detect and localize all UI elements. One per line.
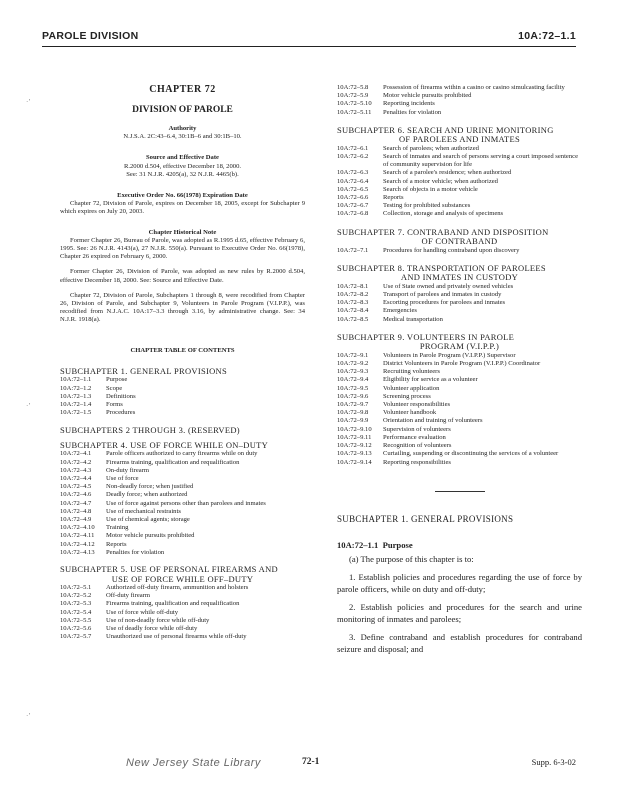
toc-entry bbox=[337, 178, 582, 186]
toc-list-sub7 bbox=[337, 247, 582, 255]
toc-entry-title: Volunteer handbook bbox=[383, 409, 437, 417]
toc-entry-number: 10A:72–9.9 bbox=[337, 417, 369, 425]
toc-entry bbox=[60, 541, 305, 549]
toc-entry bbox=[60, 532, 305, 540]
toc-entry-number: 10A:72–1.5 bbox=[60, 409, 92, 417]
toc-entry bbox=[337, 385, 582, 393]
toc-entry-title: Use of force while off-duty bbox=[106, 608, 179, 616]
toc-entry-title: Motor vehicle pursuits prohibited bbox=[383, 92, 472, 100]
section-divider bbox=[435, 491, 485, 492]
right-column bbox=[337, 84, 582, 655]
toc-entry-title: Curtailing, suspending or discontinuing the services of a volunteer bbox=[383, 450, 559, 458]
toc-entry bbox=[60, 508, 305, 516]
toc-entry-number: 10A:72–9.3 bbox=[337, 368, 369, 376]
toc-entry bbox=[337, 442, 582, 450]
toc-entry-number: 10A:72–6.3 bbox=[337, 169, 369, 177]
toc-entry-title: Volunteers in Parole Program (V.I.P.P.) Supervisor bbox=[383, 351, 516, 359]
paragraph-a: (a) The purpose of this chapter is to: bbox=[349, 553, 474, 564]
toc-entry-number: 10A:72–1.1 bbox=[60, 376, 92, 384]
toc-entry bbox=[60, 524, 305, 532]
library-stamp: New Jersey State Library bbox=[126, 757, 261, 769]
toc-entry bbox=[60, 633, 305, 641]
toc-entry bbox=[337, 459, 582, 467]
toc-entry-number: 10A:72–9.6 bbox=[337, 392, 369, 400]
toc-entry bbox=[337, 109, 582, 117]
toc-entry-number: 10A:72–9.10 bbox=[337, 425, 372, 433]
toc-entry-title: Authorized off-duty firearm, ammunition and holsters bbox=[106, 584, 249, 592]
toc-entry bbox=[337, 409, 582, 417]
toc-entry-title: Reports bbox=[106, 540, 127, 548]
toc-entry-number: 10A:72–9.7 bbox=[337, 401, 369, 409]
toc-entry-number: 10A:72–1.2 bbox=[60, 384, 92, 392]
toc-subchapter-4: SUBCHAPTER 4. USE OF FORCE WHILE ON–DUTY bbox=[60, 439, 269, 450]
toc-entry-title: Search of objects in a motor vehicle bbox=[383, 185, 478, 193]
toc-entry bbox=[60, 609, 305, 617]
toc-entry bbox=[337, 393, 582, 401]
toc-entry-title: Use of deadly force while off-duty bbox=[106, 625, 198, 633]
toc-entry bbox=[337, 434, 582, 442]
toc-list-sub5-cont bbox=[337, 84, 582, 117]
toc-entry-number: 10A:72–9.12 bbox=[337, 442, 372, 450]
toc-entry-title: On-duty firearm bbox=[106, 466, 150, 474]
toc-entry-title: Forms bbox=[106, 400, 123, 408]
toc-entry-title: Purpose bbox=[106, 376, 128, 384]
toc-entry-number: 10A:72–6.2 bbox=[337, 153, 369, 161]
toc-entry-title: Reports bbox=[383, 194, 404, 202]
toc-list-sub9 bbox=[337, 352, 582, 467]
toc-entry-title: Volunteer application bbox=[383, 384, 440, 392]
toc-entry bbox=[337, 84, 582, 92]
toc-entry bbox=[337, 153, 582, 169]
exec-order-label: Executive Order No. 66(1978) Expiration Date bbox=[117, 192, 248, 200]
toc-entry bbox=[60, 409, 305, 417]
toc-entry bbox=[60, 475, 305, 483]
toc-entry-number: 10A:72–6.5 bbox=[337, 185, 369, 193]
history-paragraph-1: Former Chapter 26, Bureau of Parole, was adopted as R.1995 d.65, effective February 6, 1995. See: 26 N.J.R. 4143(a), 27 N.J.R. 550(a). Pursuant to Executive Order No. 66(1978), Chapter 26 expired on February 6, 2000. bbox=[60, 236, 305, 261]
toc-entry-title: Use of non-deadly force while off-duty bbox=[106, 616, 210, 624]
toc-entry bbox=[60, 600, 305, 608]
toc-entry bbox=[60, 459, 305, 467]
toc-entry bbox=[60, 500, 305, 508]
toc-entry-title: Screening process bbox=[383, 392, 431, 400]
toc-entry-title: Reporting responsibilities bbox=[383, 458, 451, 466]
page-number: 72-1 bbox=[302, 757, 320, 767]
header-rule bbox=[42, 46, 576, 47]
toc-entry bbox=[337, 194, 582, 202]
toc-subchapter-5-cont: USE OF FORCE WHILE OFF–DUTY bbox=[111, 573, 254, 584]
toc-entry bbox=[337, 307, 582, 315]
history-label: Chapter Historical Note bbox=[148, 228, 217, 236]
toc-entry-title: Unauthorized use of personal firearms while off-duty bbox=[106, 633, 247, 641]
toc-entry bbox=[337, 145, 582, 153]
toc-entry-number: 10A:72–4.2 bbox=[60, 458, 92, 466]
chapter-number: CHAPTER 72 bbox=[149, 84, 216, 95]
supplement-date: Supp. 6-3-02 bbox=[531, 757, 576, 767]
toc-entry bbox=[337, 316, 582, 324]
toc-entry-number: 10A:72–5.2 bbox=[60, 592, 92, 600]
history-paragraph-3: Chapter 72, Division of Parole, Subchapters 1 through 8, were recodified from Chapter 26, Division of Parole, and Subchapter 9, Volunteers in Parole Program (V.I.P.P.), was recodified from N.J.A.C. 10A:17–3.3 through 3.16, by administrative change. See: 34 N.J.R. 1918(a). bbox=[60, 291, 305, 324]
toc-entry-title: Search of a parolee's residence; when authorized bbox=[383, 169, 512, 177]
toc-entry-number: 10A:72–5.7 bbox=[60, 633, 92, 641]
toc-entry-number: 10A:72–1.3 bbox=[60, 392, 92, 400]
toc-entry bbox=[337, 417, 582, 425]
toc-label: CHAPTER TABLE OF CONTENTS bbox=[130, 346, 235, 354]
toc-entry-number: 10A:72–4.1 bbox=[60, 450, 92, 458]
toc-entry-number: 10A:72–8.5 bbox=[337, 315, 369, 323]
toc-entry-number: 10A:72–6.4 bbox=[337, 177, 369, 185]
toc-entry bbox=[337, 100, 582, 108]
toc-entry bbox=[337, 202, 582, 210]
toc-entry-number: 10A:72–6.6 bbox=[337, 194, 369, 202]
toc-entry-number: 10A:72–9.2 bbox=[337, 360, 369, 368]
toc-entry-number: 10A:72–4.9 bbox=[60, 516, 92, 523]
toc-subchapter-6: SUBCHAPTER 6. SEARCH AND URINE MONITORING bbox=[337, 124, 554, 135]
authority-text: N.J.S.A. 2C:43–6.4, 30:1B–6 and 30:1B–10. bbox=[123, 133, 242, 141]
toc-entry-number: 10A:72–6.7 bbox=[337, 202, 369, 210]
toc-entry-number: 10A:72–4.12 bbox=[60, 540, 95, 548]
toc-list-sub4 bbox=[60, 450, 305, 557]
toc-entry-title: Medical transportation bbox=[383, 315, 443, 323]
toc-entry-title: Transport of parolees and inmates in custody bbox=[383, 291, 502, 299]
toc-entry-number: 10A:72–6.1 bbox=[337, 144, 369, 152]
toc-entry-title: Motor vehicle pursuits prohibited bbox=[106, 532, 195, 540]
toc-entry bbox=[60, 491, 305, 499]
section-number: 10A:72–1.1 bbox=[337, 539, 379, 550]
toc-entry bbox=[337, 352, 582, 360]
source-text-2: See: 31 N.J.R. 4205(a), 32 N.J.R. 4465(b). bbox=[126, 170, 239, 178]
toc-entry-number: 10A:72–9.14 bbox=[337, 458, 372, 466]
toc-subchapter-5: SUBCHAPTER 5. USE OF PERSONAL FIREARMS AND bbox=[60, 564, 278, 575]
toc-entry-number: 10A:72–6.8 bbox=[337, 210, 369, 218]
toc-entry-number: 10A:72–9.11 bbox=[337, 433, 372, 441]
toc-entry-number: 10A:72–4.10 bbox=[60, 524, 95, 532]
toc-list-sub5 bbox=[60, 584, 305, 641]
toc-entry-number: 10A:72–5.1 bbox=[60, 584, 92, 592]
toc-entry-number: 10A:72–4.3 bbox=[60, 466, 92, 474]
toc-entry bbox=[337, 360, 582, 368]
toc-entry bbox=[337, 450, 582, 458]
toc-entry-title: Reporting incidents bbox=[383, 100, 435, 108]
toc-entry bbox=[337, 376, 582, 384]
toc-entry-title: Off-duty firearm bbox=[106, 592, 151, 600]
toc-entry-number: 10A:72–8.3 bbox=[337, 299, 369, 307]
toc-entry-number: 10A:72–8.2 bbox=[337, 291, 369, 299]
toc-entry-title: Search of inmates and search of persons serving a court imposed sentence of community supervision for life bbox=[383, 153, 578, 169]
toc-subchapter-6-cont: OF PAROLEES AND INMATES bbox=[398, 134, 521, 145]
toc-entry bbox=[60, 625, 305, 633]
toc-entry-title: Testing for prohibited substances bbox=[383, 202, 471, 210]
toc-entry-title: Parole officers authorized to carry firearms while on duty bbox=[106, 450, 258, 458]
toc-entry-title: Volunteer responsibilities bbox=[383, 401, 451, 409]
toc-entry-number: 10A:72–8.1 bbox=[337, 282, 369, 290]
source-text-1: R.2000 d.504, effective December 18, 2000. bbox=[123, 162, 242, 170]
exec-order-text: Chapter 72, Division of Parole, expires on December 18, 2005, except for Subchapter 9 which expires on July 20, 2003. bbox=[60, 200, 305, 216]
toc-entry-title: Collection, storage and analysis of specimens bbox=[383, 210, 504, 218]
toc-entry bbox=[60, 617, 305, 625]
left-column bbox=[60, 84, 305, 641]
toc-subchapter-8: SUBCHAPTER 8. TRANSPORTATION OF PAROLEES bbox=[337, 262, 546, 273]
toc-entry-number: 10A:72–4.4 bbox=[60, 474, 92, 482]
paragraph-3: 3. Define contraband and establish procedures for contraband seizure and disposal; and bbox=[337, 631, 582, 654]
toc-entry bbox=[337, 401, 582, 409]
toc-entry-number: 10A:72–9.5 bbox=[337, 384, 369, 392]
toc-entry-title: Use of State owned and privately owned vehicles bbox=[383, 282, 514, 290]
margin-mark: ·’ bbox=[26, 98, 31, 106]
running-header bbox=[42, 30, 576, 46]
source-label: Source and Effective Date bbox=[146, 154, 219, 162]
header-section: 10A:72–1.1 bbox=[518, 30, 576, 42]
subchapter-1-heading: SUBCHAPTER 1. GENERAL PROVISIONS bbox=[337, 513, 514, 524]
toc-entry bbox=[60, 393, 305, 401]
toc-entry bbox=[60, 592, 305, 600]
toc-entry-title: Firearms training, qualification and requalification bbox=[106, 600, 240, 608]
section-title: Purpose bbox=[382, 539, 413, 550]
toc-entry-number: 10A:72–8.4 bbox=[337, 307, 369, 315]
toc-entry bbox=[60, 385, 305, 393]
toc-entry-title: Use of force against persons other than parolees and inmates bbox=[106, 499, 266, 507]
toc-entry-title: Penalties for violation bbox=[106, 548, 165, 556]
header-title: PAROLE DIVISION bbox=[42, 30, 139, 42]
toc-entry-number: 10A:72–9.4 bbox=[337, 376, 369, 384]
toc-subchapter-1: SUBCHAPTER 1. GENERAL PROVISIONS bbox=[60, 365, 228, 376]
history-paragraph-2: Former Chapter 26, Division of Parole, was adopted as new rules by R.2000 d.504, effective December 18, 2000. See: Source and Effective Date. bbox=[60, 268, 305, 284]
chapter-name: DIVISION OF PAROLE bbox=[132, 105, 233, 115]
toc-entry-title: District Volunteers in Parole Program (V.I.P.P.) Coordinator bbox=[383, 360, 541, 368]
toc-entry-title: Use of force bbox=[106, 474, 139, 482]
toc-entry bbox=[337, 291, 582, 299]
toc-entry-title: Performance evaluation bbox=[383, 433, 446, 441]
toc-entry bbox=[337, 186, 582, 194]
toc-entry bbox=[60, 549, 305, 557]
toc-entry-number: 10A:72–4.13 bbox=[60, 548, 95, 556]
toc-entry-number: 10A:72–5.8 bbox=[337, 84, 369, 91]
toc-entry-number: 10A:72–9.13 bbox=[337, 450, 372, 458]
toc-entry bbox=[337, 283, 582, 291]
toc-entry bbox=[337, 247, 582, 255]
margin-mark: ·’ bbox=[26, 402, 31, 410]
toc-entry-title: Recruiting volunteers bbox=[383, 368, 440, 376]
toc-entry bbox=[337, 426, 582, 434]
toc-subchapter-8-cont: AND INMATES IN CUSTODY bbox=[400, 272, 519, 283]
toc-entry bbox=[60, 376, 305, 384]
toc-entry-title: Emergencies bbox=[383, 307, 417, 315]
toc-entry-title: Non-deadly force; when justified bbox=[106, 483, 194, 491]
toc-entry-number: 10A:72–5.4 bbox=[60, 608, 92, 616]
toc-entry bbox=[337, 210, 582, 218]
toc-entry-title: Orientation and training of volunteers bbox=[383, 417, 483, 425]
toc-entry-number: 10A:72–9.1 bbox=[337, 351, 369, 359]
paragraph-1: 1. Establish policies and procedures regarding the use of force by parole officers, while on duty and off-duty; bbox=[337, 571, 582, 594]
toc-entry bbox=[60, 450, 305, 458]
toc-entry-title: Search of a motor vehicle; when authorized bbox=[383, 177, 498, 185]
toc-entry-number: 10A:72–4.11 bbox=[60, 532, 95, 540]
toc-subchapter-9-cont: PROGRAM (V.I.P.P.) bbox=[419, 341, 500, 352]
toc-entry bbox=[60, 467, 305, 475]
toc-entry bbox=[337, 368, 582, 376]
toc-entry-title: Eligibility for service as a volunteer bbox=[383, 376, 478, 384]
toc-list-sub1 bbox=[60, 376, 305, 417]
toc-entry-title: Training bbox=[106, 524, 129, 532]
paragraph-2: 2. Establish policies and procedures for the search and urine monitoring of inmates and parolees; bbox=[337, 601, 582, 624]
toc-entry bbox=[60, 584, 305, 592]
toc-entry bbox=[60, 516, 305, 524]
toc-entry-title: Escorting procedures for parolees and inmates bbox=[383, 299, 506, 307]
toc-entry-title: Penalties for violation bbox=[383, 108, 442, 116]
section-heading bbox=[337, 539, 582, 551]
toc-entry bbox=[60, 483, 305, 491]
toc-entry-number: 10A:72–4.5 bbox=[60, 483, 92, 491]
toc-entry-title: Procedures bbox=[106, 409, 136, 417]
toc-entry-number: 10A:72–4.7 bbox=[60, 499, 92, 507]
toc-entry-title: Use of mechanical restraints bbox=[106, 507, 181, 515]
toc-entry-number: 10A:72–5.6 bbox=[60, 625, 92, 633]
toc-entry bbox=[60, 401, 305, 409]
toc-subchapter-7: SUBCHAPTER 7. CONTRABAND AND DISPOSITION bbox=[337, 226, 549, 237]
toc-list-sub6 bbox=[337, 145, 582, 219]
toc-entry-title: Deadly force; when authorized bbox=[106, 491, 188, 499]
toc-entry-number: 10A:72–5.5 bbox=[60, 616, 92, 624]
margin-mark: ·’ bbox=[26, 712, 31, 720]
toc-entry-title: Firearms training, qualification and requalification bbox=[106, 458, 240, 466]
toc-entry-number: 10A:72–9.8 bbox=[337, 409, 369, 417]
toc-entry-number: 10A:72–7.1 bbox=[337, 246, 369, 254]
toc-entry-number: 10A:72–4.6 bbox=[60, 491, 92, 499]
toc-entry bbox=[337, 299, 582, 307]
toc-entry-number: 10A:72–5.3 bbox=[60, 600, 92, 608]
toc-subchapters-2-3: SUBCHAPTERS 2 THROUGH 3. (RESERVED) bbox=[60, 425, 240, 436]
toc-entry-title: Supervision of volunteers bbox=[383, 425, 451, 433]
toc-entry-title: Scope bbox=[106, 384, 123, 392]
toc-entry-title: Procedures for handling contraband upon discovery bbox=[383, 246, 520, 254]
toc-entry-title: Possession of firearms within a casino or casino simulcasting facility bbox=[383, 84, 565, 91]
toc-entry bbox=[337, 92, 582, 100]
toc-entry-title: Definitions bbox=[106, 392, 136, 400]
toc-entry-number: 10A:72–4.8 bbox=[60, 507, 92, 515]
toc-list-sub8 bbox=[337, 283, 582, 324]
toc-entry-number: 10A:72–5.11 bbox=[337, 108, 372, 116]
toc-entry-number: 10A:72–1.4 bbox=[60, 400, 92, 408]
toc-entry-title: Search of parolees; when authorized bbox=[383, 144, 479, 152]
toc-entry-title: Use of chemical agents; storage bbox=[106, 516, 190, 523]
toc-entry-number: 10A:72–5.9 bbox=[337, 92, 369, 100]
authority-label: Authority bbox=[168, 125, 197, 132]
toc-entry bbox=[337, 169, 582, 177]
toc-subchapter-9: SUBCHAPTER 9. VOLUNTEERS IN PAROLE bbox=[337, 331, 515, 342]
toc-entry-title: Recognition of volunteers bbox=[383, 442, 452, 450]
toc-subchapter-7-cont: OF CONTRABAND bbox=[421, 236, 498, 247]
toc-entry-number: 10A:72–5.10 bbox=[337, 100, 372, 108]
